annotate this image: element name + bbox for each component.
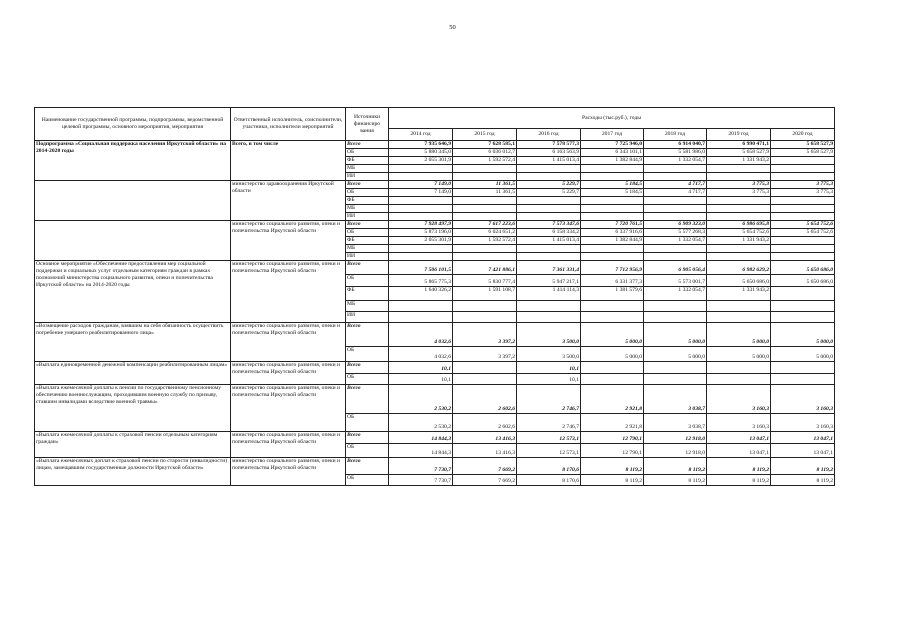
row-value: 6 905 056,4 bbox=[644, 261, 707, 275]
row-value bbox=[771, 301, 835, 312]
row-executor: министерство социального развития, опеки и попечительства Иркутской области bbox=[231, 323, 346, 362]
budget-table bbox=[34, 107, 835, 486]
row-value: 1 592 572,4 bbox=[453, 237, 517, 245]
row-value bbox=[517, 301, 581, 312]
row-value: 6 990 471,1 bbox=[707, 141, 771, 149]
row-value: 7 617 223,6 bbox=[453, 221, 517, 229]
row-name: «Выплата ежемесячных доплат к страховой пенсии по старости (инвалидности) лицам, замещавшим государственные должности Иркутской области» bbox=[35, 458, 231, 486]
row-value bbox=[517, 213, 581, 221]
header-expenses: Расходы (тыс.руб.), годы bbox=[389, 108, 835, 129]
row-value: 1 332 054,7 bbox=[644, 237, 707, 245]
row-value: 8 119,2 bbox=[581, 475, 644, 486]
row-value: 13 047,1 bbox=[771, 444, 835, 458]
row-value: 14 844,3 bbox=[389, 444, 453, 458]
row-value: 7 421 886,1 bbox=[453, 261, 517, 275]
header-year: 2018 год bbox=[644, 129, 707, 141]
header-year: 2014 год bbox=[389, 129, 453, 141]
row-value: 13 047,1 bbox=[707, 432, 771, 444]
row-value: 8 119,2 bbox=[707, 458, 771, 475]
row-value: 2 602,6 bbox=[453, 385, 517, 414]
row-value bbox=[581, 197, 644, 205]
row-value: 10,1 bbox=[517, 374, 581, 385]
header-program: Наименование государственной программы, подпрограммы, ведомственной целевой программы, основного мероприятия, мероприятия bbox=[35, 108, 231, 141]
row-value: 11 361,5 bbox=[453, 181, 517, 189]
row-source: ОБ bbox=[346, 275, 389, 287]
row-value: 5 573 001,7 bbox=[644, 275, 707, 287]
row-value: 3 160,3 bbox=[707, 414, 771, 432]
row-value bbox=[644, 213, 707, 221]
row-value bbox=[771, 213, 835, 221]
row-value: 5 830 777,4 bbox=[453, 275, 517, 287]
row-value: 13 047,1 bbox=[771, 432, 835, 444]
row-source: ФБ bbox=[346, 197, 389, 205]
row-value bbox=[644, 173, 707, 181]
row-value bbox=[517, 312, 581, 323]
row-value: 5 000,0 bbox=[707, 323, 771, 347]
row-name-empty bbox=[35, 221, 231, 261]
row-value: 6 909 323,0 bbox=[644, 221, 707, 229]
row-value bbox=[581, 312, 644, 323]
row-value bbox=[707, 374, 771, 385]
row-source: ИИ bbox=[346, 213, 389, 221]
row-source: МБ bbox=[346, 205, 389, 213]
row-value bbox=[517, 173, 581, 181]
row-value: 1 382 844,9 bbox=[581, 157, 644, 165]
table-row bbox=[35, 432, 835, 444]
row-value: 14 844,3 bbox=[389, 432, 453, 444]
table-row bbox=[35, 458, 835, 475]
row-name: «Выплата единовременной денежной компенсации реабилитированным лицам» bbox=[35, 362, 231, 385]
row-executor: министерство социального развития, опеки и попечительства Иркутской области bbox=[231, 261, 346, 323]
row-value bbox=[771, 253, 835, 261]
row-value bbox=[707, 245, 771, 253]
row-value bbox=[644, 253, 707, 261]
row-value: 7 712 956,9 bbox=[581, 261, 644, 275]
row-value: 12 918,0 bbox=[644, 432, 707, 444]
row-value bbox=[644, 301, 707, 312]
row-value bbox=[581, 213, 644, 221]
row-source: ИИ bbox=[346, 253, 389, 261]
row-value: 5 658 527,9 bbox=[771, 149, 835, 157]
row-source: ОБ bbox=[346, 347, 389, 362]
row-value: 1 381 579,6 bbox=[581, 287, 644, 301]
page-number: 50 bbox=[449, 24, 456, 31]
row-value: 1 640 326,2 bbox=[389, 287, 453, 301]
row-value: 5 650 686,0 bbox=[707, 275, 771, 287]
row-value bbox=[771, 157, 835, 165]
row-value: 7 506 101,5 bbox=[389, 261, 453, 275]
row-value: 5 658 527,9 bbox=[771, 141, 835, 149]
row-value: 3 500,0 bbox=[517, 347, 581, 362]
row-value: 8 119,2 bbox=[581, 458, 644, 475]
row-source: ОБ bbox=[346, 149, 389, 157]
row-value bbox=[644, 165, 707, 173]
row-value bbox=[644, 197, 707, 205]
row-value bbox=[644, 245, 707, 253]
table-row bbox=[35, 385, 835, 414]
row-value: 1 415 013,4 bbox=[517, 157, 581, 165]
row-value: 3 397,2 bbox=[453, 347, 517, 362]
row-value: 5 947 217,1 bbox=[517, 275, 581, 287]
row-value bbox=[581, 205, 644, 213]
row-value: 5 654 752,6 bbox=[707, 229, 771, 237]
row-value: 11 361,5 bbox=[453, 189, 517, 197]
row-value bbox=[771, 287, 835, 301]
row-value: 2 602,6 bbox=[453, 414, 517, 432]
row-value: 8 119,2 bbox=[644, 458, 707, 475]
row-value: 12 790,1 bbox=[581, 444, 644, 458]
row-value bbox=[389, 253, 453, 261]
row-value bbox=[771, 237, 835, 245]
row-value: 2 530,2 bbox=[389, 414, 453, 432]
row-value bbox=[517, 253, 581, 261]
row-value bbox=[453, 213, 517, 221]
row-value: 1 592 572,4 bbox=[453, 157, 517, 165]
row-value bbox=[707, 197, 771, 205]
row-value bbox=[389, 245, 453, 253]
row-executor: министерство социального развития, опеки и попечительства Иркутской области bbox=[231, 362, 346, 385]
row-value: 5 650 686,0 bbox=[771, 261, 835, 275]
row-value bbox=[707, 165, 771, 173]
row-value: 7 361 331,4 bbox=[517, 261, 581, 275]
row-value: 5 654 752,6 bbox=[771, 221, 835, 229]
row-value: 2 746,7 bbox=[517, 385, 581, 414]
row-value bbox=[453, 362, 517, 374]
row-value: 1 331 943,2 bbox=[707, 237, 771, 245]
row-source: ОБ bbox=[346, 229, 389, 237]
row-value: 7 669,2 bbox=[453, 458, 517, 475]
row-value: 3 160,3 bbox=[771, 414, 835, 432]
row-value: 12 573,1 bbox=[517, 432, 581, 444]
row-value: 6 343 101,1 bbox=[581, 149, 644, 157]
row-value: 7 149,0 bbox=[389, 189, 453, 197]
row-value: 5 229,7 bbox=[517, 181, 581, 189]
header-year: 2016 год bbox=[517, 129, 581, 141]
row-value: 13 416,3 bbox=[453, 432, 517, 444]
row-value bbox=[644, 312, 707, 323]
row-value: 2 055 301,9 bbox=[389, 157, 453, 165]
header-executor: Ответственный исполнитель, соисполнители, участники, исполнители мероприятий bbox=[231, 108, 346, 141]
row-source: Всего bbox=[346, 323, 389, 347]
row-value bbox=[389, 173, 453, 181]
row-value: 5 000,0 bbox=[581, 323, 644, 347]
row-value: 5 581 986,0 bbox=[644, 149, 707, 157]
row-name: «Возмещение расходов гражданам, взявшим на себя обязанность осуществить погребение умершего реабилитированного лица» bbox=[35, 323, 231, 362]
row-value bbox=[581, 362, 644, 374]
row-value: 10,1 bbox=[389, 374, 453, 385]
row-value: 8 119,2 bbox=[707, 475, 771, 486]
row-source: ОБ bbox=[346, 414, 389, 432]
row-value: 3 775,3 bbox=[707, 181, 771, 189]
row-value: 12 573,1 bbox=[517, 444, 581, 458]
row-source: Всего bbox=[346, 362, 389, 374]
header-year: 2017 год bbox=[581, 129, 644, 141]
row-value: 5 000,0 bbox=[581, 347, 644, 362]
row-value bbox=[771, 362, 835, 374]
row-source: Всего bbox=[346, 141, 389, 149]
row-value bbox=[453, 173, 517, 181]
row-value: 5 000,0 bbox=[707, 347, 771, 362]
row-value bbox=[453, 197, 517, 205]
row-value bbox=[707, 301, 771, 312]
row-name: Основное мероприятие «Обеспечение предоставления мер социальной поддержки и социальных услуг отдельным категориям граждан в рамках полномочий министерства социального развития, опеки и попечительства Иркутской области» на 2014-2020 годы bbox=[35, 261, 231, 323]
row-value bbox=[517, 205, 581, 213]
row-source: Всего bbox=[346, 385, 389, 414]
row-value: 5 650 686,0 bbox=[771, 275, 835, 287]
row-value: 13 416,3 bbox=[453, 444, 517, 458]
row-source: МБ bbox=[346, 301, 389, 312]
row-value bbox=[453, 374, 517, 385]
header-year: 2020 год bbox=[771, 129, 835, 141]
row-value: 1 332 054,7 bbox=[644, 157, 707, 165]
row-value: 10,1 bbox=[389, 362, 453, 374]
table-row bbox=[35, 362, 835, 374]
row-value: 3 038,7 bbox=[644, 385, 707, 414]
row-value: 1 331 943,2 bbox=[707, 157, 771, 165]
row-value: 3 160,3 bbox=[707, 385, 771, 414]
row-source: Всего bbox=[346, 221, 389, 229]
row-value bbox=[453, 165, 517, 173]
row-value: 3 775,3 bbox=[707, 189, 771, 197]
row-value: 7 149,0 bbox=[389, 181, 453, 189]
row-value: 2 530,2 bbox=[389, 385, 453, 414]
row-executor: министерство социального развития, опеки и попечительства Иркутской области bbox=[231, 385, 346, 432]
row-value bbox=[517, 165, 581, 173]
row-value: 5 658 527,9 bbox=[707, 149, 771, 157]
row-value: 6 158 334,2 bbox=[517, 229, 581, 237]
row-value bbox=[453, 245, 517, 253]
row-value: 7 725 946,0 bbox=[581, 141, 644, 149]
row-value: 8 119,2 bbox=[771, 475, 835, 486]
header-year: 2019 год bbox=[707, 129, 771, 141]
table-row bbox=[35, 261, 835, 275]
row-source: ОБ bbox=[346, 444, 389, 458]
row-value: 1 591 108,7 bbox=[453, 287, 517, 301]
row-value bbox=[644, 362, 707, 374]
row-value: 7 720 761,5 bbox=[581, 221, 644, 229]
row-value: 8 119,2 bbox=[644, 475, 707, 486]
row-value: 5 184,5 bbox=[581, 189, 644, 197]
row-value bbox=[771, 245, 835, 253]
row-value bbox=[707, 253, 771, 261]
row-value: 4 717,7 bbox=[644, 181, 707, 189]
row-value bbox=[389, 205, 453, 213]
row-value: 3 775,3 bbox=[771, 181, 835, 189]
row-value: 3 775,3 bbox=[771, 189, 835, 197]
row-value: 5 880 345,0 bbox=[389, 149, 453, 157]
row-source: ИИ bbox=[346, 312, 389, 323]
table-row bbox=[35, 221, 835, 229]
row-name: «Выплата ежемесячной доплаты к страховой пенсии отдельным категориям граждан» bbox=[35, 432, 231, 458]
row-value: 1 415 013,4 bbox=[517, 237, 581, 245]
row-value: 2 921,8 bbox=[581, 414, 644, 432]
row-value bbox=[771, 312, 835, 323]
row-source: ОБ bbox=[346, 374, 389, 385]
row-value: 13 047,1 bbox=[707, 444, 771, 458]
row-value: 2 746,7 bbox=[517, 414, 581, 432]
row-value: 2 055 301,9 bbox=[389, 237, 453, 245]
row-value bbox=[644, 205, 707, 213]
row-source: ОБ bbox=[346, 475, 389, 486]
row-executor: министерство социального развития, опеки и попечительства Иркутской области bbox=[231, 432, 346, 458]
row-value: 3 038,7 bbox=[644, 414, 707, 432]
row-source: Всего bbox=[346, 181, 389, 189]
row-value: 6 036 012,7 bbox=[453, 149, 517, 157]
header-source: Источники финансиро вания bbox=[346, 108, 389, 141]
row-value bbox=[707, 362, 771, 374]
row-value: 5 229,7 bbox=[517, 189, 581, 197]
row-value: 1 414 114,3 bbox=[517, 287, 581, 301]
row-executor: министерство здравоохранения Иркутской области bbox=[231, 181, 346, 221]
row-value: 4 717,7 bbox=[644, 189, 707, 197]
row-value bbox=[771, 165, 835, 173]
row-source: ФБ bbox=[346, 287, 389, 301]
row-value: 7 669,2 bbox=[453, 475, 517, 486]
row-value bbox=[389, 165, 453, 173]
row-value: 6 024 651,2 bbox=[453, 229, 517, 237]
row-value bbox=[707, 205, 771, 213]
row-value: 7 928 497,9 bbox=[389, 221, 453, 229]
row-value: 5 865 775,3 bbox=[389, 275, 453, 287]
table-row bbox=[35, 323, 835, 347]
row-value: 5 184,5 bbox=[581, 181, 644, 189]
table-row bbox=[35, 181, 835, 189]
row-value: 4 032,6 bbox=[389, 347, 453, 362]
row-value bbox=[453, 301, 517, 312]
row-value: 7 730,7 bbox=[389, 475, 453, 486]
row-value: 3 397,2 bbox=[453, 323, 517, 347]
row-value: 10,1 bbox=[517, 362, 581, 374]
row-source: ФБ bbox=[346, 157, 389, 165]
row-value: 5 654 752,6 bbox=[771, 229, 835, 237]
row-value: 1 382 844,9 bbox=[581, 237, 644, 245]
header-year: 2015 год bbox=[453, 129, 517, 141]
row-value: 6 914 040,7 bbox=[644, 141, 707, 149]
row-value: 5 000,0 bbox=[644, 323, 707, 347]
row-value: 12 790,1 bbox=[581, 432, 644, 444]
row-value: 7 935 646,9 bbox=[389, 141, 453, 149]
row-value: 12 918,0 bbox=[644, 444, 707, 458]
row-value: 6 982 629,2 bbox=[707, 261, 771, 275]
row-source: ОБ bbox=[346, 189, 389, 197]
row-value bbox=[581, 245, 644, 253]
table-row bbox=[35, 141, 835, 149]
row-value bbox=[581, 301, 644, 312]
row-value: 6 986 695,8 bbox=[707, 221, 771, 229]
row-value bbox=[453, 253, 517, 261]
row-value: 7 573 347,6 bbox=[517, 221, 581, 229]
row-source: Всего bbox=[346, 458, 389, 475]
row-value bbox=[771, 374, 835, 385]
row-value: 5 000,0 bbox=[771, 323, 835, 347]
row-executor: министерство социального развития, опеки и попечительства Иркутской области bbox=[231, 221, 346, 261]
row-value: 7 730,7 bbox=[389, 458, 453, 475]
row-value bbox=[581, 253, 644, 261]
row-name-empty bbox=[35, 181, 231, 221]
row-value: 6 337 916,6 bbox=[581, 229, 644, 237]
row-value bbox=[581, 173, 644, 181]
row-value: 5 000,0 bbox=[771, 347, 835, 362]
row-value bbox=[707, 213, 771, 221]
row-value: 6 331 377,3 bbox=[581, 275, 644, 287]
row-value bbox=[389, 213, 453, 221]
row-source: МБ bbox=[346, 245, 389, 253]
row-executor: министерство социального развития, опеки и попечительства Иркутской области bbox=[231, 458, 346, 486]
row-value: 8 170,6 bbox=[517, 458, 581, 475]
row-value: 1 332 054,7 bbox=[644, 287, 707, 301]
row-value: 7 578 577,3 bbox=[517, 141, 581, 149]
row-value bbox=[771, 205, 835, 213]
table-header-row bbox=[35, 108, 835, 129]
row-value: 7 628 585,1 bbox=[453, 141, 517, 149]
row-value bbox=[389, 312, 453, 323]
row-value bbox=[581, 374, 644, 385]
row-source: ИИ bbox=[346, 173, 389, 181]
row-value: 6 163 563,9 bbox=[517, 149, 581, 157]
row-value bbox=[453, 312, 517, 323]
row-value bbox=[644, 374, 707, 385]
row-value: 3 160,3 bbox=[771, 385, 835, 414]
row-value: 5 000,0 bbox=[644, 347, 707, 362]
row-source: Всего bbox=[346, 432, 389, 444]
row-source: ФБ bbox=[346, 237, 389, 245]
row-value bbox=[771, 173, 835, 181]
row-value: 4 032,6 bbox=[389, 323, 453, 347]
row-value bbox=[517, 197, 581, 205]
row-value: 1 331 943,2 bbox=[707, 287, 771, 301]
row-value bbox=[389, 301, 453, 312]
row-value bbox=[707, 312, 771, 323]
row-value: 5 873 196,0 bbox=[389, 229, 453, 237]
row-value bbox=[389, 197, 453, 205]
row-value bbox=[453, 205, 517, 213]
row-value bbox=[517, 245, 581, 253]
row-value: 2 921,8 bbox=[581, 385, 644, 414]
row-value: 8 170,6 bbox=[517, 475, 581, 486]
row-value: 5 577 268,3 bbox=[644, 229, 707, 237]
row-value bbox=[581, 165, 644, 173]
row-value bbox=[771, 197, 835, 205]
row-source: МБ bbox=[346, 165, 389, 173]
row-name: Подпрограмма «Социальная поддержка населения Иркутской области» на 2014-2020 годы bbox=[35, 141, 231, 181]
row-executor: Всего, в том числе bbox=[231, 141, 346, 181]
row-value: 3 500,0 bbox=[517, 323, 581, 347]
row-source: Всего bbox=[346, 261, 389, 275]
row-name: «Выплата ежемесячной доплаты к пенсии по государственному пенсионному обеспечению военнослужащим, проходившим военную службу по призыву, ставшим инвалидами вследствие военной травмы» bbox=[35, 385, 231, 432]
row-value bbox=[707, 173, 771, 181]
row-value: 8 119,2 bbox=[771, 458, 835, 475]
